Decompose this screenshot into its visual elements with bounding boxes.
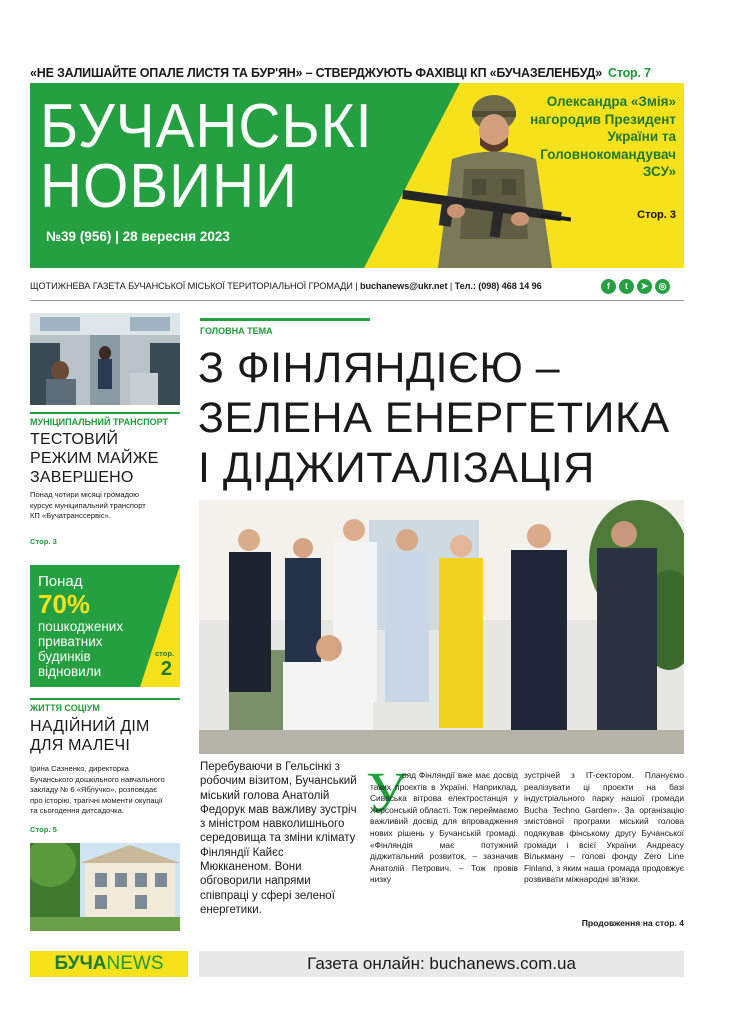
promo-top: Понад (38, 573, 83, 590)
teaser-text: «НЕ ЗАЛИШАЙТЕ ОПАЛЕ ЛИСТЯ ТА БУР'ЯН» – СТВЕРДЖУЮТЬ ФАХІВЦІ КП «БУЧАЗЕЛЕНБУД» (30, 66, 603, 80)
main-rule (200, 318, 370, 321)
title-line-1: БУЧАНСЬКІ (40, 92, 373, 161)
newspaper-title (40, 92, 373, 221)
social-page: Стор. 5 (30, 825, 57, 834)
issue-info: №39 (956) | 28 вересня 2023 (46, 229, 230, 244)
promo-percent: 70% (38, 589, 91, 619)
kindergarten-photo[interactable] (30, 843, 180, 931)
social-icons (601, 279, 670, 294)
twitter-icon[interactable]: t (619, 279, 634, 294)
info-tagline: ЩОТИЖНЕВА ГАЗЕТА БУЧАНСЬКОЇ МІСЬКОЇ ТЕРИТОРІАЛЬНОЇ ГРОМАДИ (30, 281, 353, 291)
article-lead: Перебуваючи в Гельсінкі з робочим візитом, Бучанський міський голова Анатолій Федорук мав важливу зустріч з міністром навколишнього середовища та зміни клімату Фінляндії Кайєс Мюкканеном. Вони обговорили напрями співпраці у сфері зеленої енергетики. (200, 761, 357, 916)
promo-page-label: стор. (155, 649, 174, 658)
transport-rule (30, 412, 180, 414)
main-section-label: ГОЛОВНА ТЕМА (200, 326, 273, 336)
delegation-group-photo[interactable] (199, 500, 684, 754)
social-section-label: ЖИТТЯ СОЦІУМ (30, 703, 100, 713)
article-body-col2: зустрічей з IT-сектором. Плануємо реалізувати ці проєкти на базі індустріального парку нашої громади Bucha Techno Garden». За організацію змістовної програми міський голова подякував фінському другу Бучанської громади і всієї України Андреасу Вількману – голові фонду Zero Line Finland, з яким наша громада продовжує розвивати міжнародні зв'язки. (524, 770, 684, 885)
instagram-icon[interactable]: ◎ (655, 279, 670, 294)
info-email[interactable]: buchanews@ukr.net (359, 281, 448, 291)
transport-headline[interactable]: ТЕСТОВИЙ РЕЖИМ МАЙЖЕ ЗАВЕРШЕНО (30, 431, 159, 486)
info-line: ЩОТИЖНЕВА ГАЗЕТА БУЧАНСЬКОЇ МІСЬКОЇ ТЕРИТОРІАЛЬНОЇ ГРОМАДИ | buchanews@ukr.net | Тел.: (098) 468 14 96 (30, 281, 542, 291)
cover-headline[interactable]: Олександра «Змія» нагородив Президент України та Головнокомандувач ЗСУ» (530, 94, 676, 179)
promo-box[interactable] (30, 565, 180, 687)
logo-part-b: NEWS (106, 953, 164, 974)
title-line-2: НОВИНИ (40, 152, 298, 221)
promo-page-number: 2 (160, 658, 172, 680)
top-divider (30, 300, 684, 301)
online-banner[interactable]: Газета онлайн: buchanews.com.ua (199, 951, 684, 977)
facebook-icon[interactable]: f (601, 279, 616, 294)
social-headline[interactable]: НАДІЙНИЙ ДІМ ДЛЯ МАЛЕЧІ (30, 718, 150, 754)
masthead (30, 83, 684, 268)
teaser-page: Стор. 7 (608, 66, 651, 80)
bucha-news-logo[interactable] (30, 951, 188, 977)
transport-body: Понад чотири місяці громадою курсує муніципальний транспорт КП «Бучатранссервіс». (30, 490, 146, 520)
continued-note[interactable]: Продовження на стор. 4 (581, 918, 684, 928)
logo-part-a: БУЧА (54, 953, 107, 974)
transport-page: Стор. 3 (30, 537, 57, 546)
main-headline[interactable]: З ФІНЛЯНДІЄЮ – ЗЕЛЕНА ЕНЕРГЕТИКА І ДІДЖИТАЛІЗАЦІЯ (198, 344, 670, 492)
info-phone: Тел.: (098) 468 14 96 (454, 281, 542, 291)
article-body-col1: ряд Фінляндії вже має досвід таких проєктів в Україні. Наприклад, Сиваська вітрова електростанція у Херсонській області. Тож переймаємо важливий досвід для впровадження нових рішень у Бучанській громаді. «Фінляндія має потужний діджитальний розвиток, – зазначив Анатолій Петрович. – Тож провів низку (370, 770, 518, 885)
promo-text: пошкоджених приватних будинків відновили (38, 619, 124, 679)
cover-headline-page: Стор. 3 (637, 209, 676, 221)
drop-cap: У (366, 760, 408, 825)
bus-interior-photo[interactable] (30, 313, 180, 405)
top-teaser[interactable] (30, 66, 680, 80)
telegram-icon[interactable]: ➤ (637, 279, 652, 294)
social-body: Ірина Сазненко, директорка Бучанського дошкільного навчального закладу № 6 «Яблучко», розповідає про історію, трагічні моменти окупації та сьогодення дитсадочка. (30, 764, 165, 815)
social-rule (30, 698, 180, 700)
transport-section-label: МУНІЦИПАЛЬНИЙ ТРАНСПОРТ (30, 417, 168, 427)
